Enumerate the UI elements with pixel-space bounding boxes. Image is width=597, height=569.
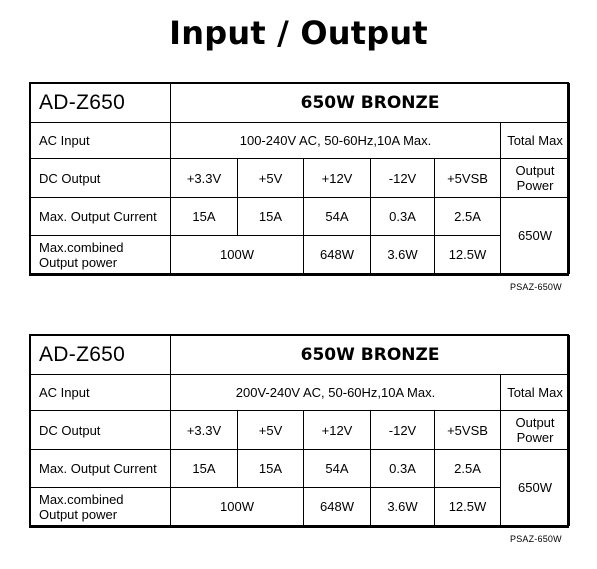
current-3v3: 15A xyxy=(171,198,238,236)
total-max-label: Total Max xyxy=(501,375,570,411)
combined-minus-12v: 3.6W xyxy=(371,488,435,526)
model-name: AD-Z650 xyxy=(30,84,171,123)
rail-5vsb: +5VSB xyxy=(435,159,501,198)
combined-label-line-2: Output power xyxy=(39,254,118,270)
current-minus-12v: 0.3A xyxy=(371,198,435,236)
combined-12v: 648W xyxy=(304,236,371,274)
output-power-label: Output Power xyxy=(501,411,570,450)
combined-12v: 648W xyxy=(304,488,371,526)
combined-5vsb: 12.5W xyxy=(435,236,501,274)
rail-12v: +12V xyxy=(304,411,371,450)
current-5vsb: 2.5A xyxy=(435,198,501,236)
ac-input-value: 200V-240V AC, 50-60Hz,10A Max. xyxy=(171,375,501,411)
dc-output-label: DC Output xyxy=(30,159,171,198)
rail-5v: +5V xyxy=(238,159,304,198)
combined-label-line-2: Output power xyxy=(39,506,118,522)
ac-input-label: AC Input xyxy=(30,375,171,411)
combined-label-line-1: Max.combined xyxy=(39,491,124,507)
max-current-label: Max. Output Current xyxy=(30,198,171,236)
ac-input-value: 100-240V AC, 50-60Hz,10A Max. xyxy=(171,123,501,159)
current-minus-12v: 0.3A xyxy=(371,450,435,488)
current-3v3: 15A xyxy=(171,450,238,488)
max-current-label: Max. Output Current xyxy=(30,450,171,488)
combined-5vsb: 12.5W xyxy=(435,488,501,526)
rail-5v: +5V xyxy=(238,411,304,450)
rail-3v3: +3.3V xyxy=(171,411,238,450)
dc-output-label: DC Output xyxy=(30,411,171,450)
combined-minus-12v: 3.6W xyxy=(371,236,435,274)
product-code: PSAZ-650W xyxy=(510,534,562,544)
current-5v: 15A xyxy=(238,450,304,488)
rail-12v: +12V xyxy=(304,159,371,198)
rail-5vsb: +5VSB xyxy=(435,411,501,450)
label-2-border xyxy=(29,334,569,528)
rating: 650W BRONZE xyxy=(171,336,570,375)
combined-label-line-1: Max.combined xyxy=(39,239,124,255)
rail-minus-12v: -12V xyxy=(371,159,435,198)
total-power: 650W xyxy=(501,450,570,526)
model-name: AD-Z650 xyxy=(30,336,171,375)
combined-3v3-5v: 100W xyxy=(171,488,304,526)
total-max-label: Total Max xyxy=(501,123,570,159)
total-power: 650W xyxy=(501,198,570,274)
current-12v: 54A xyxy=(304,450,371,488)
current-5v: 15A xyxy=(238,198,304,236)
current-5vsb: 2.5A xyxy=(435,450,501,488)
rail-minus-12v: -12V xyxy=(371,411,435,450)
page-title: Input / Output xyxy=(169,14,428,52)
ac-input-label: AC Input xyxy=(30,123,171,159)
label-1-border xyxy=(29,82,569,276)
product-code: PSAZ-650W xyxy=(510,282,562,292)
output-power-label: Output Power xyxy=(501,159,570,198)
combined-3v3-5v: 100W xyxy=(171,236,304,274)
rating: 650W BRONZE xyxy=(171,84,570,123)
current-12v: 54A xyxy=(304,198,371,236)
rail-3v3: +3.3V xyxy=(171,159,238,198)
